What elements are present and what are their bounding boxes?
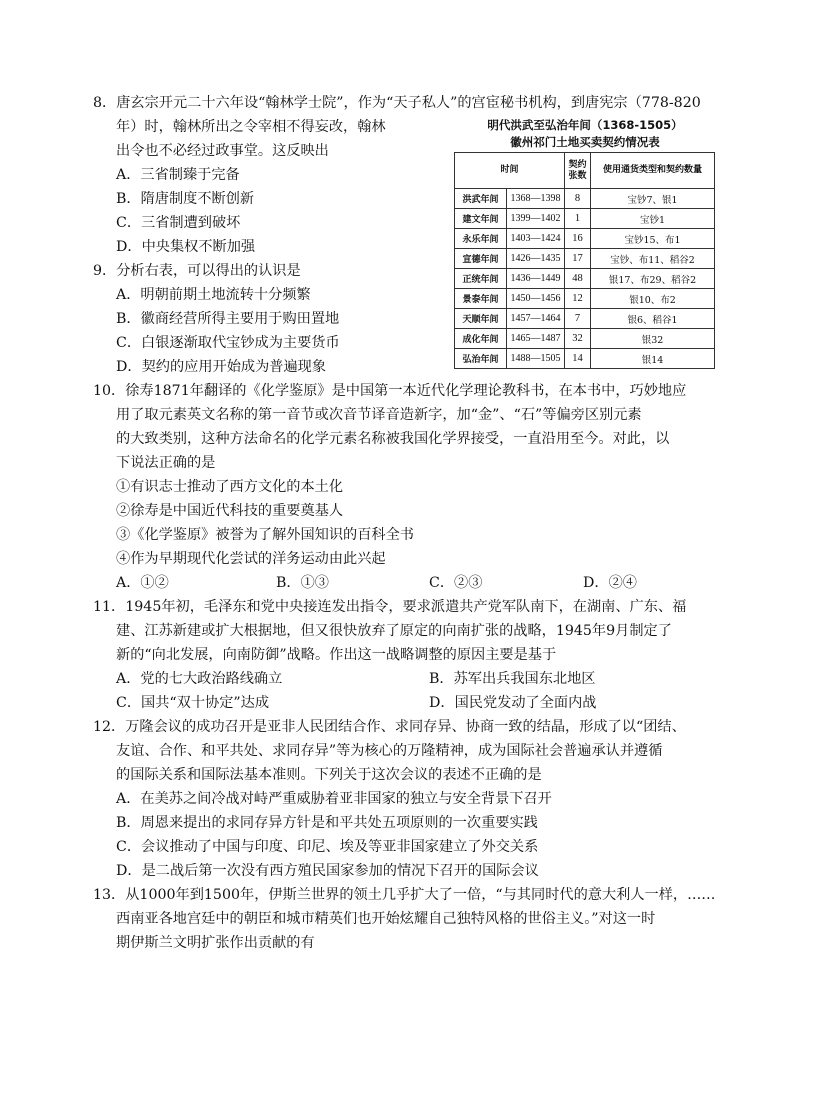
q10-option-d: D．②④ [583,575,637,591]
q10-item-1: ①有识志士推动了西方文化的本土化 [116,479,344,495]
q9-option-b: B．徽商经营所得主要用于购田置地 [116,311,340,327]
land-deed-table [454,152,715,369]
table-title-line-1: 明代洪武至弘治年间（1368-1505） [487,118,683,132]
q8-stem-line-1: 8．唐玄宗开元二十六年设“翰林学士院”，作为“天子私人”的宫宦秘书机构，到唐宪宗（778-820 [93,95,701,111]
years-cell: 1399—1402 [507,209,565,229]
years-cell: 1436—1449 [507,269,565,289]
q9-option-d: D．契约的应用开始成为普遍现象 [116,359,327,375]
q10-stem-line-1: 10．徐寿1871年翻译的《化学鉴原》是中国第一本近代化学理论教科书，在本书中，巧妙地应 [93,383,687,399]
q8-stem-line-2: 年）时，翰林所出之令宰相不得妄改，翰林 [116,119,386,135]
table-row [455,229,715,249]
table-row [455,349,715,369]
q11-option-c: C．国共“双十协定”达成 [116,695,270,711]
table-title-line-2: 徽州祁门土地买卖契约情况表 [510,135,660,149]
q11-option-b: B．苏军出兵我国东北地区 [429,671,596,687]
q10-option-b: B．①③ [276,575,329,591]
header-period: 时间 [455,153,565,189]
count-cell: 12 [565,289,591,309]
count-cell: 8 [565,189,591,209]
currency-cell: 宝钞15、布1 [591,229,715,249]
q9-option-a: A．明朝前期土地流转十分频繁 [116,287,311,303]
q13-stem-line-1: 13．从1000年到1500年，伊斯兰世界的领土几乎扩大了一倍，“与其同时代的意大利人一样，…… [93,887,716,903]
currency-cell: 银32 [591,329,715,349]
q11-option-d: D．国民党发动了全面内战 [429,695,597,711]
q13-stem-line-2: 西南亚各地宫廷中的朝臣和城市精英们也开始炫耀自己独特风格的世俗主义。”对这一时 [116,911,656,927]
q10-item-4: ④作为早期现代化尝试的洋务运动由此兴起 [116,551,386,567]
q12-option-c: C．会议推动了中国与印度、印尼、埃及等亚非国家建立了外交关系 [116,839,539,855]
table-row [455,249,715,269]
years-cell: 1457—1464 [507,309,565,329]
q12-stem-line-1: 12．万隆会议的成功召开是亚非人民团结合作、求同存异、协商一致的结晶，形成了以“团结、 [93,719,686,735]
table-row [455,209,715,229]
era-cell: 成化年间 [455,329,507,349]
table-row [455,189,715,209]
q10-stem-line-3: 的大致类别，这种方法命名的化学元素名称被我国化学界接受，一直沿用至今。对此，以 [116,431,670,447]
years-cell: 1403—1424 [507,229,565,249]
count-cell: 1 [565,209,591,229]
header-currency: 使用通货类型和契约数量 [591,153,715,189]
q10-option-a: A．①② [116,575,169,591]
table-header-row [455,153,715,189]
era-cell: 弘治年间 [455,349,507,369]
currency-cell: 银17、布29、稻谷2 [591,269,715,289]
years-cell: 1465—1487 [507,329,565,349]
q10-stem-line-4: 下说法正确的是 [116,455,216,471]
q13-stem-line-3: 期伊斯兰文明扩张作出贡献的有 [116,935,315,951]
era-cell: 永乐年间 [455,229,507,249]
q10-item-3: ③《化学鉴原》被誉为了解外国知识的百科全书 [116,527,414,543]
q12-stem-line-2: 友谊、合作、和平共处、求同存异”等为核心的万隆精神，成为国际社会普遍承认并遵循 [116,743,663,759]
q12-option-d: D．是二战后第一次没有西方殖民国家参加的情况下召开的国际会议 [116,863,539,879]
table-row [455,289,715,309]
currency-cell: 银14 [591,349,715,369]
q12-stem-line-3: 的国际关系和国际法基本准则。下列关于这次会议的表述不正确的是 [116,767,542,783]
q8-stem-line-3: 出令也不必经过政事堂。这反映出 [116,143,329,159]
years-cell: 1368—1398 [507,189,565,209]
count-cell: 7 [565,309,591,329]
count-cell: 17 [565,249,591,269]
count-cell: 32 [565,329,591,349]
q8-option-c: C．三省制遭到破坏 [116,215,241,231]
era-cell: 正统年间 [455,269,507,289]
q9-option-c: C．白银逐渐取代宝钞成为主要货币 [116,335,340,351]
q10-item-2: ②徐寿是中国近代科技的重要奠基人 [116,503,344,519]
q12-option-a: A．在美苏之间冷战对峙严重威胁着亚非国家的独立与安全背景下召开 [116,791,552,807]
years-cell: 1450—1456 [507,289,565,309]
q8-option-a: A．三省制臻于完备 [116,167,240,183]
years-cell: 1426—1435 [507,249,565,269]
count-cell: 14 [565,349,591,369]
currency-cell: 宝钞、布11、稻谷2 [591,249,715,269]
table-row [455,269,715,289]
q10-stem-line-2: 用了取元素英文名称的第一音节或次音节译音造新字，加“金”、“石”等偏旁区别元素 [116,407,642,423]
era-cell: 建文年间 [455,209,507,229]
currency-cell: 银6、稻谷1 [591,309,715,329]
currency-cell: 银10、布2 [591,289,715,309]
currency-cell: 宝钞7、银1 [591,189,715,209]
q11-stem-line-3: 新的“向北发展，向南防御”战略。作出这一战略调整的原因主要是基于 [116,647,557,663]
q12-option-b: B．周恩来提出的求同存异方针是和平共处五项原则的一次重要实践 [116,815,538,831]
q9-stem: 9．分析右表，可以得出的认识是 [93,263,301,279]
era-cell: 天顺年间 [455,309,507,329]
q8-option-b: B．隋唐制度不断创新 [116,191,255,207]
header-count: 契约张数 [565,153,591,189]
q10-option-c: C．②③ [429,575,483,591]
q11-stem-line-2: 建、江苏新建或扩大根据地，但又很快放弃了原定的向南扩张的战略，1945年9月制定了 [116,623,672,639]
years-cell: 1488—1505 [507,349,565,369]
table-row [455,329,715,349]
table-row [455,309,715,329]
q11-stem-line-1: 11．1945年初，毛泽东和党中央接连发出指令，要求派遣共产党军队南下，在湖南、广东、福 [93,599,687,615]
count-cell: 48 [565,269,591,289]
q11-option-a: A．党的七大政治路线确立 [116,671,283,687]
count-cell: 16 [565,229,591,249]
era-cell: 宣德年间 [455,249,507,269]
era-cell: 洪武年间 [455,189,507,209]
era-cell: 景泰年间 [455,289,507,309]
currency-cell: 宝钞1 [591,209,715,229]
q8-option-d: D．中央集权不断加强 [116,239,256,255]
